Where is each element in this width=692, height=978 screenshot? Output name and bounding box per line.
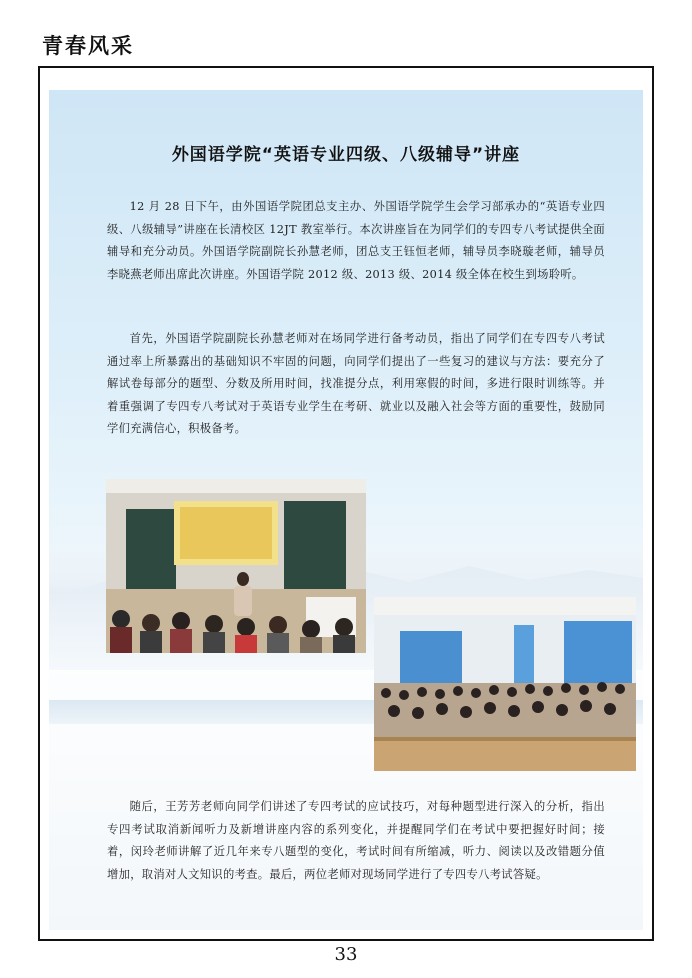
article-paragraph-3: 随后，王芳芳老师向同学们讲述了专四考试的应试技巧，对每种题型进行深入的分析，指出专四考试取消新闻听力及新增讲座内容的系列变化，并提醒同学们在考试中要把握好时间；接着，闵玲老师讲解了近几年来专八题型的变化，考试时间有所缩减，听力、阅读以及改错题分值增加，取消对人文知识的考查。最后，两位老师对现场同学进行了专四专八考试答疑。 (107, 800, 605, 881)
lecture-audience-photo (374, 597, 636, 771)
lecture-speaker-photo (106, 479, 366, 653)
article-paragraph-1: 12 月 28 日下午，由外国语学院团总支主办、外国语学院学生会学习部承办的“英语专业四级、八级辅导”讲座在长清校区 12JT 教室举行。本次讲座旨在为同学们的专四专八考试提供全面辅导和充分动员。外国语学院副院长孙慧老师，团总支王钰恒老师，辅导员李晓璇老师，辅导员李晓燕老师出席此次讲座。外国语学院 2012 级、2013 级、2014 级全体在校生到场聆听。 (107, 200, 605, 281)
page-number: 33 (334, 944, 358, 965)
article-paragraph-2: 首先，外国语学院副院长孙慧老师对在场同学进行备考动员，指出了同学们在专四专八考试通过率上所暴露出的基础知识不牢固的问题，向同学们提出了一些复习的建议与方法：要充分了解试卷每部分的题型、分数及所用时间，找准提分点，利用寒假的时间，多进行限时训练等。并着重强调了专四专八考试对于英语专业学生在考研、就业以及融入社会等方面的重要性，鼓励同学们充满信心，积极备考。 (107, 332, 605, 435)
article-title: 外国语学院“英语专业四级、八级辅导”讲座 (171, 145, 521, 165)
section-header: 青春风采 (42, 33, 134, 58)
page-frame (38, 66, 654, 941)
content-panel (49, 90, 643, 930)
